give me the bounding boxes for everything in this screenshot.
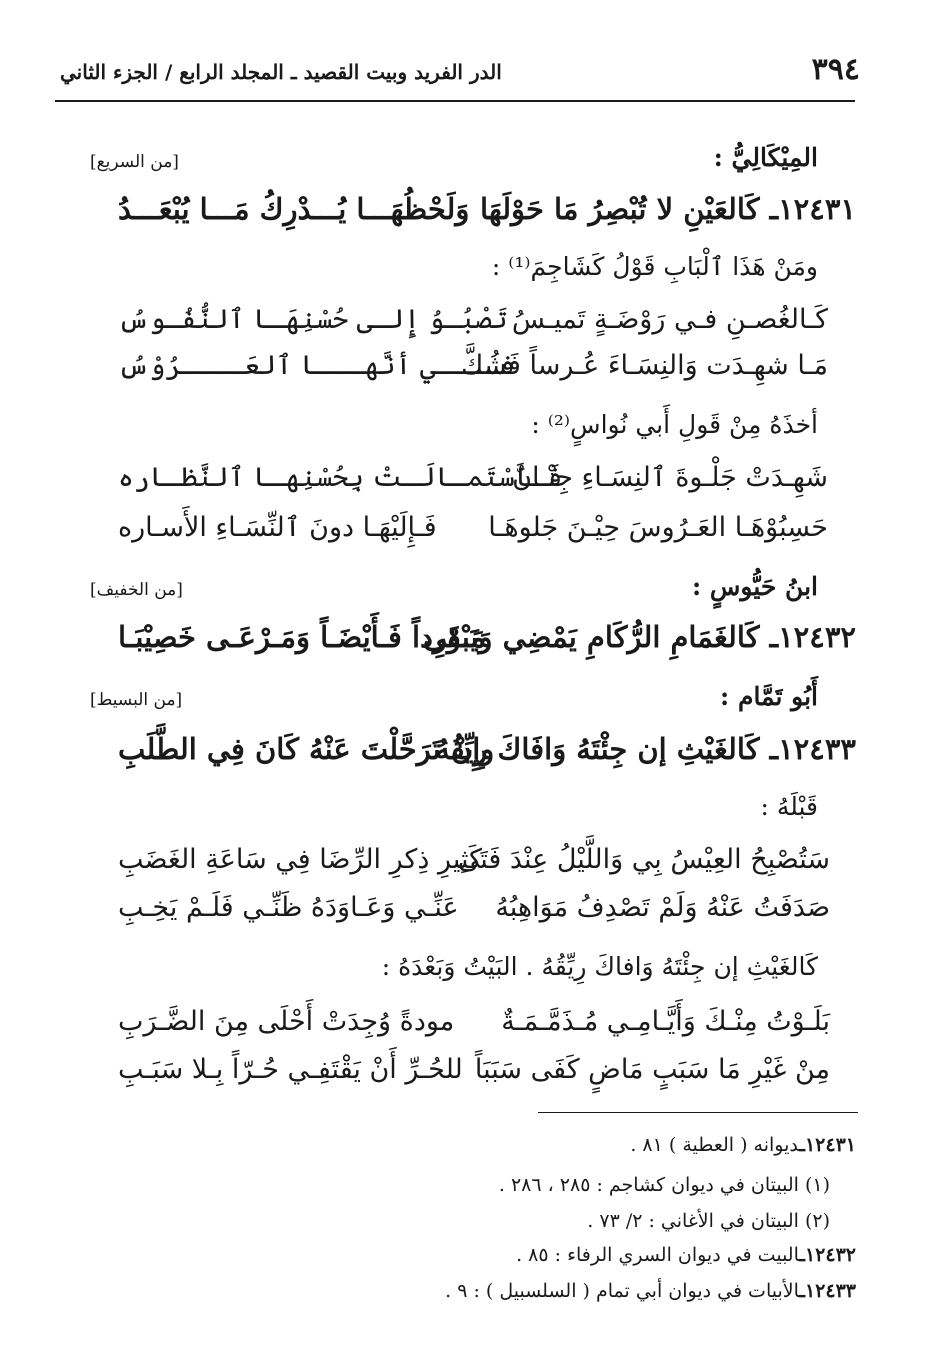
verse-hemistich-left: عَنِّـي وَعَـاوَدَهُ ظَنِّـي فَلَـمْ يَخِـبِ <box>118 892 459 923</box>
section-label: قَبْلَهُ : <box>760 792 818 821</box>
verse-hemistich-right: مِنْ غَيْرِ مَا سَبَبٍ مَاضٍ كَفَى سَبَبَاً <box>474 1054 830 1085</box>
footnote-text: ديوانه ( العطية ) ٨١ . <box>630 1134 800 1156</box>
footnote-rule <box>538 1112 858 1113</box>
verse-hemistich-right: كَـالغُصـنِ فـي رَوْضَـةٍ تَميـسُ <box>511 304 828 335</box>
page-number: ٣٩٤ <box>811 52 860 87</box>
verse-hemistich-left: وَلَحْظُهَـــا يُـــدْرِكُ مَـــا يُبْعَـــدُ <box>118 192 470 226</box>
verse-hemistich-right: ١٢٤٣١ـ كَالعَيْنِ لا تُبْصِرُ مَا حَوْلَهَا <box>480 192 856 226</box>
footnote-text: البيت في ديوان السري الرفاء : ٨٥ . <box>516 1244 800 1266</box>
verse-hemistich-right: مَـا شهِـدَت وَالنِسَـاءَ عُـرساً فَشُكَّ <box>461 350 828 381</box>
section-label: كَالغَيْثِ إن جِئْتَهُ وَافاكَ رِيِّقُهُ . البَيْتُ وَبَعْدَهُ : <box>381 952 818 981</box>
verse-hemistich-left: فــــي أنَّهـــا ٱلعَــــرُوْسُ <box>118 350 515 381</box>
intro-text: ومَنْ هَذَا ٱلْبَابِ قَوْلُ كَشَاجِمَ⁽¹⁾ : <box>491 252 818 281</box>
footnote <box>630 1134 856 1156</box>
verse-hemistich-right: شَهِـدَتْ جَلْـوةَ ٱلنِسَـاءِ جِنْـانٌ <box>512 462 828 493</box>
poet-name: المِيْكَالِيُّ : <box>713 143 818 172</box>
footnote-number: ١٢٤٣٢ـ <box>799 1244 856 1266</box>
meter-label: [من البسيط] <box>90 690 183 710</box>
verse-hemistich-right: ١٢٤٣٢ـ كَالغَمَامِ الرُّكَامِ يَمْضِي وَيَبْقَى <box>422 620 856 654</box>
footnote-number: ١٢٤٣٣ـ <box>799 1280 856 1302</box>
running-title: الدر الفريد وبيت القصيد ـ المجلد الرابع / الجزء الثاني <box>60 60 502 84</box>
header-rule <box>55 100 855 102</box>
verse-hemistich-right: بَلَـوْتُ مِنْـكَ وَأَيَّـامِـي مُـذَمَّـمَـةٌ <box>501 1006 830 1037</box>
verse-hemistich-right: ١٢٤٣٣ـ كَالغَيْثِ إن جِئْتَهُ وَافَاكَ رِيِّقُهُ <box>435 732 856 766</box>
poet-name: أَبُو تَمَّام : <box>720 682 818 711</box>
verse-hemistich-left: كَثِيرِ ذِكرِ الرِّضَا فِي سَاعَةِ الغَضَبِ <box>118 844 483 875</box>
footnote-number: ١٢٤٣١ـ <box>799 1134 856 1156</box>
footnote <box>445 1280 856 1302</box>
footnote: (٢) البيتان في الأغاني : ٢/ ٧٣ . <box>587 1210 830 1232</box>
verse-hemistich-left: فَـإِلَيْهَـا دونَ ٱلنِّسَـاءِ الأَسـاره <box>118 512 437 543</box>
footnote-text: الأبيات في ديوان أبي تمام ( السلسبيل ) : ٩ . <box>445 1280 800 1302</box>
verse-hemistich-left: مودةً وُجِدَتْ أَحْلَى مِنَ الضَّـرَبِ <box>118 1006 455 1037</box>
verse-hemistich-left: مَـوْرِداً فَـأَيْضَـاً وَمَـرْعَـى خَصِيْبَـا <box>118 620 486 654</box>
verse-hemistich-right: سَتُصْبِحُ العِيْسُ بِي وَاللَّيْلُ عِنْدَ فَتَى <box>457 844 830 875</box>
verse-hemistich-left: للحُـرِّ أَنْ يَقْتَفِـي حُـرّاً بِـلا سَبَـبِ <box>118 1054 463 1085</box>
verse-hemistich-left: فَـاَسْتَمـالَـتْ بِحُسْنِهـا ٱلنَّظـاره <box>118 462 563 493</box>
meter-label: [من الخفيف] <box>90 580 183 600</box>
poet-name: ابنُ حَيُّوسٍ : <box>691 572 818 601</box>
verse-hemistich-right: حَسِبُوْهَـا العَـرُوسَ حِيْـنَ جَلوهَـا <box>488 512 828 543</box>
meter-label: [من السريع] <box>90 152 179 172</box>
intro-text: أخذَهُ مِنْ قَولِ أَبي نُواسٍ⁽²⁾ : <box>531 410 818 439</box>
verse-hemistich-right: صَدَفَتُ عَنْهُ وَلَمْ تَصْدِفُ مَوَاهِبُهُ <box>495 892 830 923</box>
footnote <box>516 1244 856 1266</box>
verse-hemistich-left: تَصْبُـوُ إِلـى حُسْنِهَـا ٱلنُّفُـوسُ <box>118 304 508 335</box>
verse-hemistich-left: وإِنْ تَرَحَّلْتَ عَنْهُ كَانَ فِي الطَّلَبِ <box>118 732 495 766</box>
footnote: (١) البيتان في ديوان كشاجم : ٢٨٥ ، ٢٨٦ . <box>498 1174 830 1196</box>
